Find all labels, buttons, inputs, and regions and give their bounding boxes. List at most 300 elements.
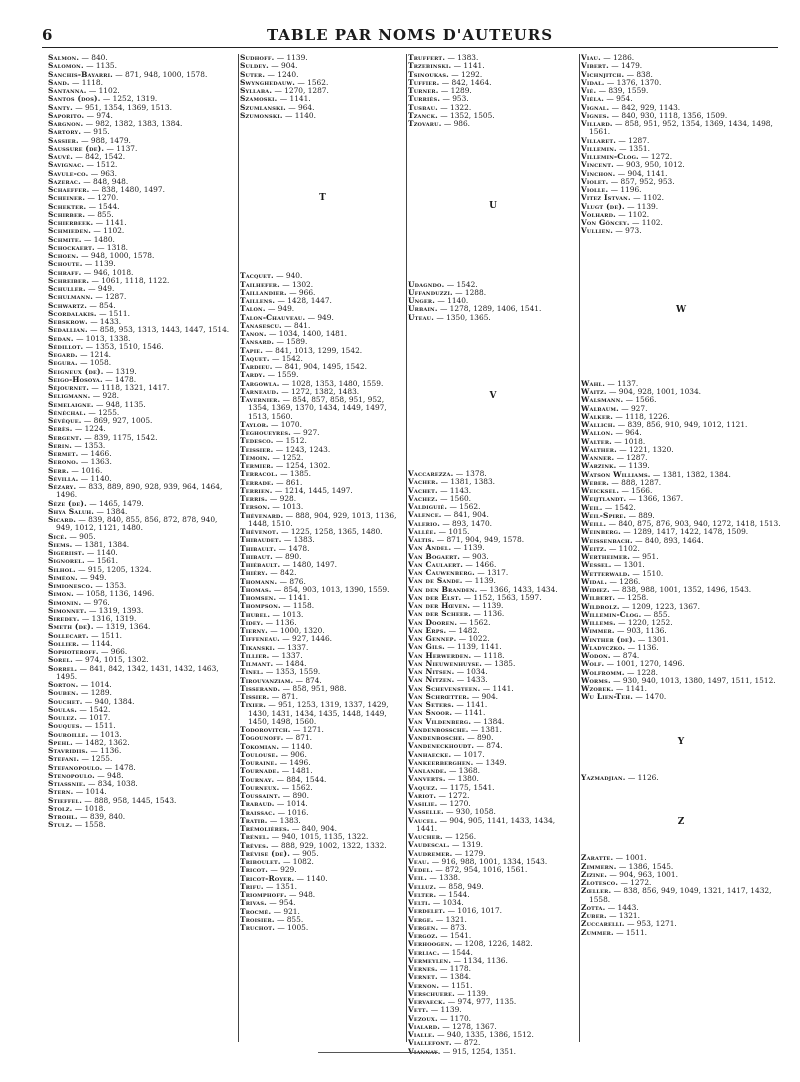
author-name: Walker. [581, 411, 613, 421]
page-references: — 1136. [263, 617, 297, 627]
page-references: — 1141. [613, 684, 647, 693]
author-name: Vitez Istvan. [581, 193, 631, 203]
page-references: — 1378. [453, 469, 487, 478]
author-name: Serin. [48, 440, 72, 450]
page-references: — 949. [305, 312, 334, 322]
author-name: Saporito. [48, 110, 85, 120]
author-name: Villard. [581, 119, 613, 128]
author-name: Soulez. [48, 713, 78, 722]
page-references: — 1028, 1353, 1480, 1559. [279, 378, 384, 388]
column-divider [406, 54, 407, 1042]
author-name: Troisier. [240, 914, 275, 924]
page-references: — 1272. [638, 152, 673, 161]
page-references: — 1496. [277, 758, 311, 767]
page-references: — 858, 953, 1313, 1443, 1447, 1514. [87, 325, 230, 335]
page-references: — 1178. [437, 964, 471, 973]
page-references: — 1542. [269, 353, 303, 363]
page-references: — 1001, 1270, 1496. [604, 659, 685, 669]
author-name: Salmon. [48, 54, 80, 62]
page-references: — 1118, 1226. [612, 411, 670, 421]
page-references: — 1383. [445, 54, 479, 62]
page-references: — 1013. [269, 502, 304, 512]
author-name: Smeth (de). [48, 622, 94, 632]
author-name: Trévise (de). [240, 848, 290, 858]
author-name: Valdiguié. [408, 502, 448, 511]
page-references: — 1352, 1505. [437, 110, 495, 120]
author-name: Wladyczko. [581, 642, 626, 652]
author-name: Tsinoukas. [408, 69, 449, 79]
page-references: — 1102. [606, 543, 640, 553]
author-name: Vincent. [581, 160, 614, 170]
header-rule [42, 47, 778, 48]
author-name: Wolfromm. [581, 667, 625, 677]
index-column-3 [408, 54, 578, 1056]
page-references: — 1017. [451, 749, 485, 759]
page-references: — 1240. [265, 69, 299, 79]
author-name: Seigneux (de). [48, 366, 104, 376]
page-references: — 884, 1544. [274, 774, 327, 784]
author-name: Sedan. [48, 333, 74, 343]
author-name: Siredey. [48, 614, 80, 623]
index-entry [48, 516, 236, 533]
page-references: — 1141. [451, 61, 485, 71]
author-name: Szamoski. [240, 94, 278, 104]
author-name: Toulouse. [240, 749, 279, 759]
author-name: Vernet. [408, 972, 438, 982]
index-entry [240, 396, 405, 421]
author-name: Vezoux. [408, 1013, 438, 1023]
page-references: — 1386, 1545. [616, 861, 674, 871]
page-references: — 1270. [85, 193, 119, 203]
page-references: — 1443. [605, 902, 639, 912]
author-name: Villemin. [581, 143, 617, 153]
index-entry [48, 665, 236, 682]
page-title: TABLE PAR NOMS D'AUTEURS [266, 26, 554, 44]
author-name: Vasselle. [408, 807, 444, 817]
author-name: Sanchis-Bayarri. [48, 69, 113, 79]
author-name: Trzebinski. [408, 61, 452, 71]
page-references: — 1139. [428, 1005, 462, 1015]
author-name: Simon. [48, 589, 74, 599]
page-references: — 1561. [84, 556, 118, 566]
author-name: Vervaeck. [408, 997, 446, 1006]
page-references: — 1349. [473, 757, 507, 767]
author-name: Thibault. [240, 543, 277, 553]
page-references: — 1255. [86, 407, 120, 417]
page-references: — 840, 904. [289, 824, 337, 833]
author-name: Tidey. [240, 617, 264, 627]
page-references: — 1228. [624, 667, 658, 677]
author-name: Stulz. [48, 820, 73, 830]
column-divider [579, 54, 580, 1042]
author-name: Weijtlandt. [581, 494, 627, 504]
author-name: Scheiner. [48, 193, 86, 203]
page-references: — 1318. [94, 242, 129, 252]
page-references: — 839, 840, 855, 856, 872, 878, 940, 949, 1012, 1121, 1480. [56, 515, 218, 533]
page-references: — 1559. [265, 370, 299, 380]
page-references: — 1139. [470, 601, 504, 610]
page-references: — 841, 842, 1342, 1431, 1432, 1463, 1495. [56, 663, 219, 681]
page-references: — 1366, 1367. [626, 494, 684, 504]
author-name: Vibert. [581, 61, 609, 71]
author-name: Van Andel. [408, 543, 452, 553]
author-name: Uteau. [408, 312, 434, 322]
page-references: — 1286. [607, 576, 641, 586]
page-references: — 1214, 1445, 1497. [272, 485, 353, 495]
author-name: Vaccarezza. [408, 469, 454, 478]
page-references: — 1102. [629, 218, 663, 227]
page-references: — 1102. [86, 86, 120, 95]
author-name: Schwartz. [48, 300, 88, 310]
author-name: Wahl. [581, 378, 605, 388]
author-name: Toussaint. [240, 791, 281, 800]
page-references: — 905. [290, 848, 319, 858]
page-references: — 1034, 1400, 1481. [266, 329, 347, 338]
page-references: — 840, 875, 876, 903, 940, 1272, 1418, 1513. [606, 519, 781, 528]
author-name: Uffanduzzi. [408, 287, 453, 297]
page-references: — 1170. [437, 1013, 472, 1023]
author-name: Vett. [408, 1005, 429, 1015]
page-references: — 1254, 1302. [273, 461, 331, 470]
author-name: Zuccarelli. [581, 919, 625, 929]
page-references: — 1209, 1223, 1367. [619, 601, 700, 611]
index-entry [581, 887, 781, 904]
author-name: Vinchon. [581, 168, 616, 178]
index-entry [240, 112, 405, 120]
author-name: Tinel. [240, 667, 264, 677]
author-name: Unger. [408, 296, 436, 305]
page-references: — 1158. [280, 601, 315, 611]
author-name: Tierny. [240, 626, 268, 635]
page-references: — 1301. [611, 560, 645, 570]
page-references: — 838, 988, 1001, 1352, 1496, 1543. [609, 585, 752, 594]
page-references: — 1258. [615, 593, 649, 603]
author-name: Tacquet. [240, 271, 274, 281]
author-name: Truchot. [240, 923, 275, 932]
page-references: — 1511. [82, 721, 116, 731]
page-references: — 1126. [625, 772, 659, 782]
page-references: — 1139. [274, 54, 308, 62]
page-references: — 1243, 1243. [273, 444, 331, 454]
page-references: — 1208, 1226, 1482. [452, 939, 533, 949]
page-references: — 953. [440, 94, 469, 104]
page-references: — 1221, 1320. [616, 444, 674, 454]
page-references: — 988, 1479. [78, 135, 131, 145]
page-references: — 1256. [442, 832, 477, 841]
author-name: Touraine. [240, 758, 278, 767]
author-name: Sédillot. [48, 341, 84, 351]
author-name: Vermeylen. [408, 955, 452, 965]
page-references: — 1350, 1365. [434, 312, 491, 322]
author-name: Souchet. [48, 696, 83, 706]
page-references: — 854, 857, 858, 951, 952, 1354, 1369, 1370, 1434, 1449, 1497, 1513, 1560. [248, 395, 387, 421]
author-name: Taillens. [240, 296, 276, 305]
author-name: Wimmer. [581, 626, 615, 636]
author-name: Tusbau. [408, 102, 438, 112]
author-name: Sazerac. [48, 176, 81, 186]
index-entry [240, 512, 405, 529]
author-name: Waitz. [581, 387, 607, 396]
author-name: Trémolières. [240, 824, 290, 833]
page-references: — 904, 1141. [615, 168, 668, 178]
author-name: Zaratte. [581, 853, 614, 863]
author-name: Schirber. [48, 209, 86, 219]
author-name: Wallon. [581, 428, 614, 438]
author-name: Wessel. [581, 560, 612, 570]
author-name: Trêves. [240, 840, 269, 850]
author-name: Thubel. [240, 609, 271, 619]
page-references: — 1562. [279, 782, 313, 792]
page-references: — 1381, 1384. [72, 539, 130, 549]
author-name: Stiassnie. [48, 779, 86, 788]
author-name: Thomann. [240, 576, 278, 586]
page-references: — 1482, 1362. [72, 737, 130, 747]
page-references: — 1292. [448, 69, 483, 79]
author-name: Spehl. [48, 737, 73, 747]
page-references: — 857, 952, 953. [608, 176, 675, 186]
page-references: — 1566. [623, 395, 657, 405]
author-name: Van den Branden. [408, 584, 478, 594]
page-references: — 1289. [78, 688, 112, 698]
author-name: Wu Lien-Teh. [581, 692, 634, 702]
author-name: Widiez. [581, 585, 610, 594]
index-entry [408, 120, 578, 128]
page-references: — 905. [67, 531, 96, 541]
author-name: Truffert. [408, 54, 446, 62]
page-references: — 906. [278, 749, 307, 759]
page-references: — 1319. [449, 840, 483, 850]
author-name: Zimmern. [581, 861, 617, 871]
author-name: Van Cauwenberg. [408, 568, 475, 577]
author-name: Velluz. [408, 881, 437, 891]
page-references: — 1102. [91, 226, 125, 236]
author-name: Tanon. [240, 329, 267, 338]
page-references: — 1322. [437, 102, 472, 112]
author-name: Valerio. [408, 518, 440, 528]
page-header [42, 26, 778, 46]
page-references: — 904, 905, 1141, 1433, 1434, 1441. [416, 815, 556, 833]
author-name: Worms. [581, 675, 611, 685]
page-references: — 1566. [619, 486, 653, 495]
page-references: — 974, 977, 1135. [445, 997, 517, 1006]
index-column-1 [48, 54, 236, 830]
author-name: Sorton. [48, 680, 79, 689]
author-name: Verhoogen. [408, 939, 453, 949]
page-references: — 1512. [273, 436, 307, 446]
page-references: — 1353, 1559. [263, 667, 321, 677]
author-name: Weber. [581, 477, 610, 487]
page-references: — 1018. [611, 436, 646, 446]
author-name: Yazmadjian. [581, 772, 626, 782]
page-references: — 838, 1480, 1497. [89, 185, 165, 194]
author-name: Sermet. [48, 449, 79, 458]
page-references: — 1511. [96, 308, 130, 318]
author-name: Tirouvanziam. [240, 675, 294, 685]
author-name: Témoin. [240, 452, 271, 462]
author-name: Thiébault. [240, 560, 281, 569]
author-name: Thomsen. [240, 593, 277, 602]
page-references: — 1466. [78, 449, 112, 458]
page-references: — 888, 904, 929, 1013, 1136, 1448, 1510. [248, 510, 397, 528]
page-references: — 954. [604, 94, 633, 104]
author-name: Todorovitch. [240, 725, 291, 734]
page-references: — 1321. [433, 914, 467, 924]
author-name: Talon. [240, 304, 266, 314]
index-entry [48, 821, 236, 829]
page-references: — 890. [464, 733, 494, 742]
author-name: Segard. [48, 350, 78, 359]
page-references: — 840, 893, 1464. [632, 535, 704, 545]
page-references: — 966. [98, 647, 128, 656]
author-name: Suldey. [240, 61, 269, 71]
page-references: — 1252, 1319. [100, 94, 158, 104]
author-name: Stolz. [48, 803, 73, 813]
page-references: — 1272. [436, 790, 470, 800]
author-name: Tisserand. [240, 683, 281, 693]
author-name: Violle. [581, 185, 609, 194]
author-name: Trénel. [240, 832, 270, 842]
author-name: Trocmé. [240, 906, 272, 916]
page-references: — 1118. [69, 77, 103, 87]
section-letter-w: W [675, 304, 687, 315]
author-name: Swynghedauw. [240, 77, 296, 87]
page-references: — 904. [268, 61, 298, 71]
author-name: Willemin-Clog. [581, 609, 642, 619]
page-references: — 1141. [480, 683, 514, 693]
page-references: — 1005. [274, 923, 309, 932]
page-references: — 1014. [78, 680, 112, 689]
page-references: — 1562. [457, 617, 491, 627]
page-references: — 893, 1470. [439, 518, 493, 528]
page-references: — 869, 927, 1005. [81, 416, 153, 425]
author-name: Thompson. [240, 601, 281, 611]
page-references: — 951, 1354, 1369, 1513. [72, 102, 172, 112]
page-references: — 1196. [608, 185, 642, 194]
author-name: Tokomian. [240, 741, 280, 751]
page-references: — 1175, 1541. [437, 782, 495, 792]
author-name: Seligmann. [48, 391, 91, 401]
page-references: — 1225, 1258, 1365, 1480. [278, 527, 383, 536]
author-name: Viéla. [581, 94, 605, 104]
author-name: Van der Hœven. [408, 601, 471, 610]
author-name: Schreiber. [48, 275, 90, 285]
index-entry [240, 701, 405, 726]
author-name: Tavernier. [240, 395, 281, 404]
page-references: — 855. [641, 609, 670, 619]
author-name: Wanner. [581, 453, 615, 462]
author-name: Volhard. [581, 209, 616, 219]
author-name: Zummer. [581, 927, 614, 937]
index-entry [48, 483, 236, 500]
page-references: — 1381, 1383. [438, 477, 496, 487]
page-references: — 927. [290, 428, 320, 437]
page-references: — 841, 904, 1495, 1542. [272, 362, 367, 371]
author-name: Triomphoff. [240, 890, 287, 899]
author-name: Sauvé. [48, 152, 74, 161]
page-references: — 940, 1384. [82, 696, 135, 706]
author-name: Veau. [408, 856, 430, 866]
page-references: — 1102. [615, 209, 650, 219]
author-name: Vichnjitch. [581, 69, 625, 79]
page-references: — 1385. [277, 469, 311, 479]
page-references: — 1321. [606, 911, 640, 920]
author-name: Van Nitzen. [408, 675, 455, 685]
author-name: Weissenbach. [581, 535, 633, 545]
author-name: Widal. [581, 576, 608, 586]
author-name: Zizine. [581, 869, 608, 879]
author-name: Sollecart. [48, 630, 89, 640]
author-name: Stefanopoulo. [48, 762, 103, 772]
page-references: — 948. [286, 890, 316, 899]
index-entry [581, 693, 781, 701]
page-references: — 871, 948, 1000, 1578. [112, 69, 208, 79]
author-name: Vié. [581, 86, 597, 95]
page-references: — 1271. [290, 725, 324, 734]
author-name: Willems. [581, 618, 616, 627]
page-references: — 929. [268, 865, 297, 875]
author-name: Sedallian. [48, 325, 88, 335]
author-name: Van der Elst. [408, 592, 462, 602]
page-references: — 854. [87, 300, 116, 310]
page-references: — 1319, 1393. [86, 605, 144, 615]
author-name: Villemin-Clog. [581, 152, 639, 161]
author-name: Terracol. [240, 469, 278, 479]
author-name: Simionesco. [48, 581, 94, 590]
page-references: — 1034. [430, 898, 464, 907]
author-name: Weill. [581, 519, 607, 528]
author-name: Seigo-Hosoya. [48, 374, 103, 384]
author-name: Santos (dos). [48, 94, 101, 104]
author-name: Sargnon. [48, 119, 84, 128]
author-name: Santanna. [48, 86, 87, 95]
page-references: — 1380. [445, 774, 479, 784]
page-references: — 1141. [93, 218, 127, 227]
author-name: Soulas. [48, 704, 78, 714]
page-references: — 1278, 1289, 1406, 1541. [437, 304, 542, 314]
page-references: — 915. [81, 127, 110, 137]
author-name: Souroille. [48, 729, 89, 739]
page-references: — 1481. [279, 766, 313, 776]
page-references: — 1016. [275, 807, 309, 817]
page-references: — 964. [613, 428, 642, 438]
author-name: Verdelet. [408, 906, 446, 916]
author-name: Van Gennep. [408, 634, 457, 643]
author-name: Zœller. [581, 886, 612, 896]
page-references: — 1470. [633, 692, 667, 702]
page-references: — 1383. [281, 535, 315, 545]
author-name: Taquet. [240, 353, 270, 363]
page-references: — 1544. [86, 201, 120, 211]
page-references: — 1137. [605, 378, 639, 388]
author-name: Stavridiis. [48, 746, 89, 755]
page-references: — 889. [626, 510, 655, 520]
author-name: Walter. [581, 436, 612, 446]
page-references: — 1141. [453, 700, 488, 709]
page-references: — 890. [280, 791, 309, 800]
page-references: — 1465, 1479. [86, 498, 144, 508]
page-references: — 1141. [277, 94, 311, 104]
page-references: — 1351. [616, 143, 650, 153]
page-references: — 1560. [437, 493, 472, 503]
author-name: Vignes. [581, 110, 610, 120]
page-references: — 1589. [274, 337, 308, 347]
author-name: Sollier. [48, 638, 80, 648]
author-name: Tricot. [240, 865, 269, 875]
author-name: Trabaud. [240, 799, 275, 809]
page-references: — 1385. [482, 658, 516, 668]
page-references: — 841, 904. [441, 510, 489, 520]
author-name: Verliac. [408, 947, 440, 957]
